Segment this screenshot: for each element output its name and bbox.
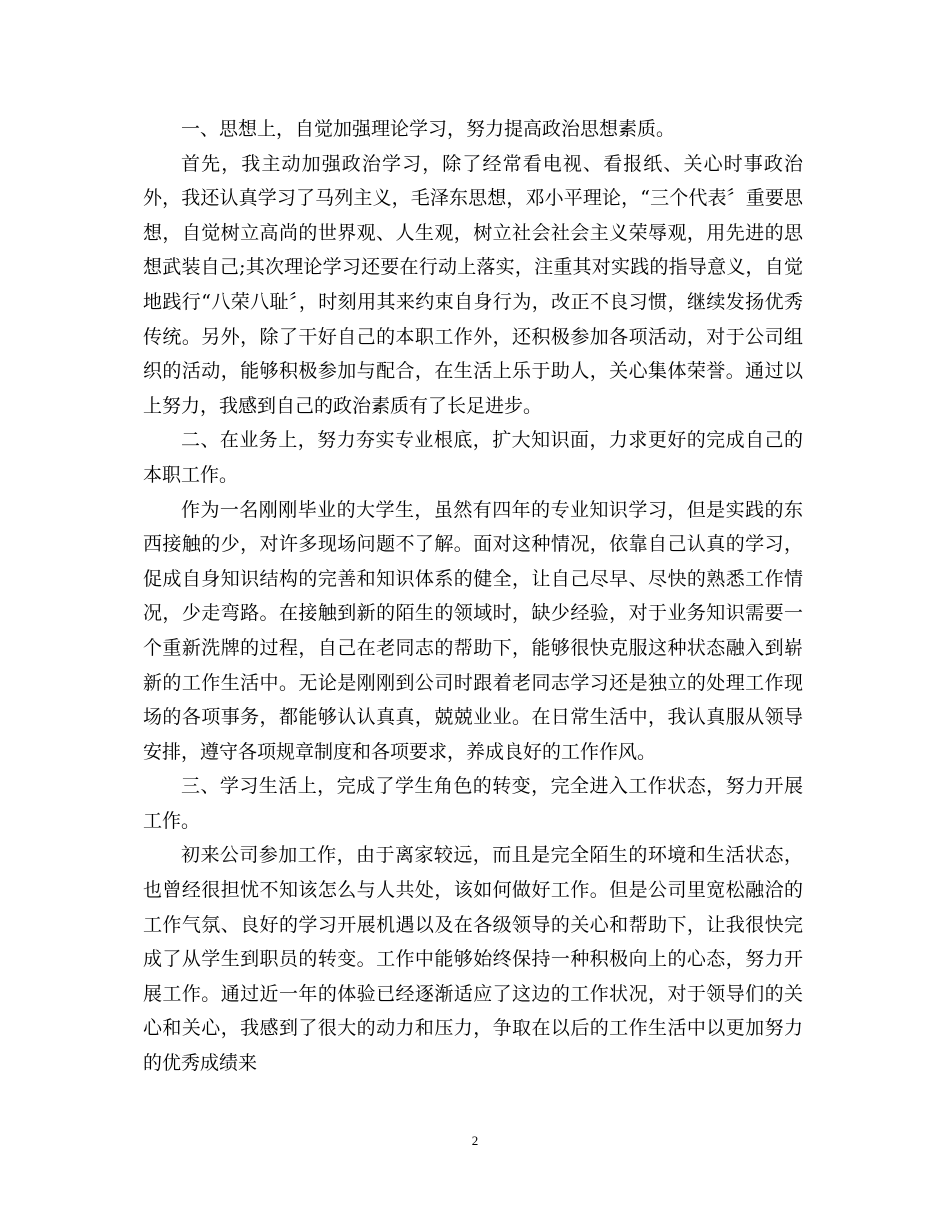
paragraph: 作为一名刚刚毕业的大学生，虽然有四年的专业知识学习，但是实践的东西接触的少，对许多现场问题不了解。面对这种情况，依靠自己认真的学习，促成自身知识结构的完善和知识体系的健全，让自己尽早、尽快的熟悉工作情况，少走弯路。在接触到新的陌生的领域时，缺少经验，对于业务知识需要一个重新洗牌的过程，自己在老同志的帮助下，能够很快克服这种状态融入到崭新的工作生活中。无论是刚刚到公司时跟着老同志学习还是独立的处理工作现场的各项事务，都能够认认真真，兢兢业业。在日常生活中，我认真服从领导安排，遵守各项规章制度和各项要求，养成良好的工作作风。: [143, 498, 803, 763]
section-heading-1: 一、思想上，自觉加强理论学习，努力提高政治思想素质。: [181, 118, 676, 140]
section-heading-2: 二、在业务上，努力夯实专业根底，扩大知识面，力求更好的完成自己的本职工作。: [143, 429, 803, 486]
document-body: [143, 112, 803, 1081]
page-number: 2: [471, 1133, 479, 1148]
section-heading-3: 三、学习生活上，完成了学生角色的转变，完全进入工作状态，努力开展工作。: [143, 775, 803, 832]
paragraph: 初来公司参加工作，由于离家较远，而且是完全陌生的环境和生活状态，也曾经很担忧不知该怎么与人共处，该如何做好工作。但是公司里宽松融洽的工作气氛、良好的学习开展机遇以及在各级领导的关心和帮助下，让我很快完成了从学生到职员的转变。工作中能够始终保持一种积极向上的心态，努力开展工作。通过近一年的体验已经逐渐适应了这边的工作状况，对于领导们的关心和关心，我感到了很大的动力和压力，争取在以后的工作生活中以更加努力的优秀成绩来: [143, 844, 803, 1075]
paragraph: 首先，我主动加强政治学习，除了经常看电视、看报纸、关心时事政治外，我还认真学习了马列主义，毛泽东思想，邓小平理论，“三个代表〞重要思想，自觉树立高尚的世界观、人生观，树立社会社会主义荣辱观，用先进的思想武装自己;其次理论学习还要在行动上落实，注重其对实践的指导意义，自觉地践行“八荣八耻〞，时刻用其来约束自身行为，改正不良习惯，继续发扬优秀传统。另外，除了干好自己的本职工作外，还积极参加各项活动，对于公司组织的活动，能够积极参加与配合，在生活上乐于助人，关心集体荣誉。通过以上努力，我感到自己的政治素质有了长足进步。: [143, 152, 803, 417]
